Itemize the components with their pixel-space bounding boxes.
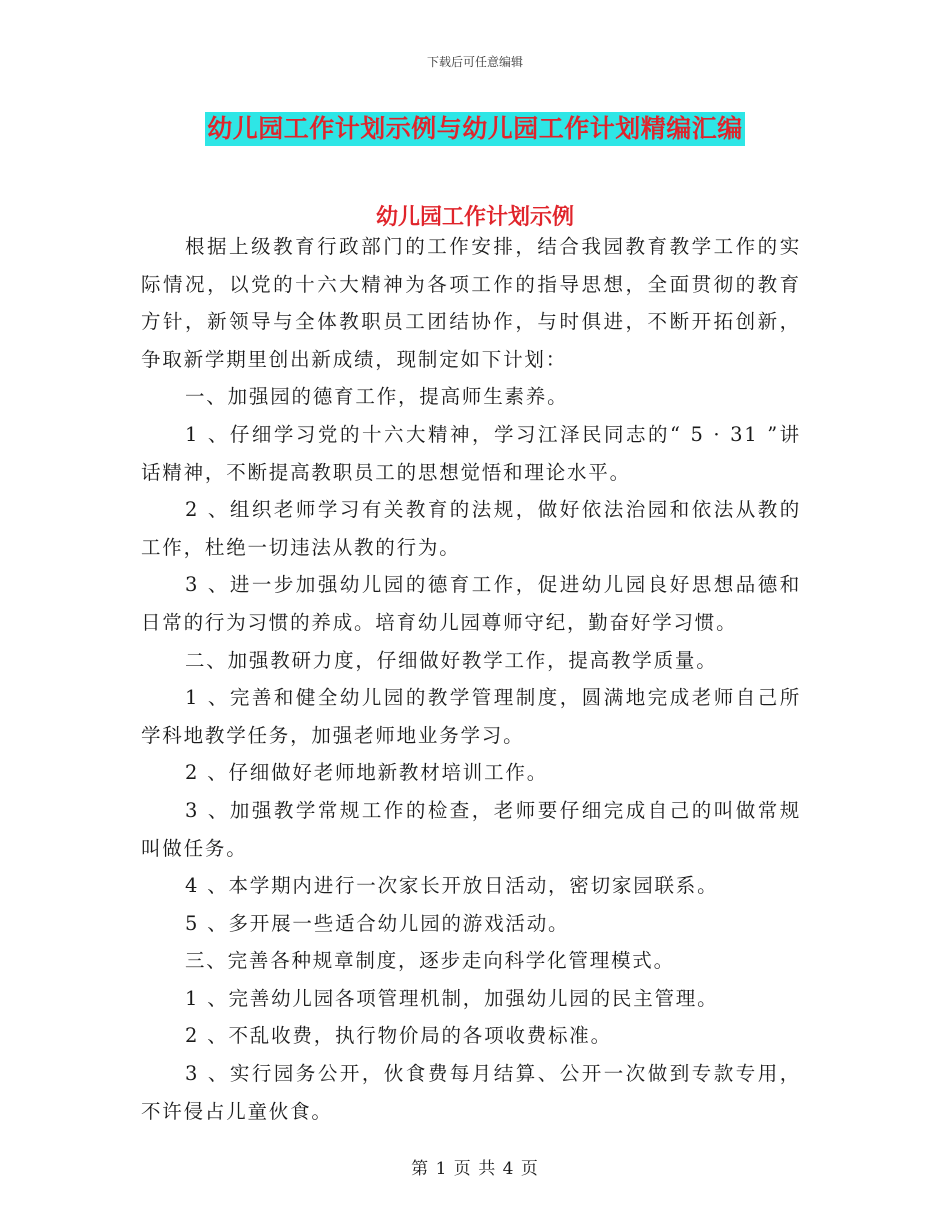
paragraph: 2 、不乱收费，执行物价局的各项收费标准。	[185, 1024, 612, 1048]
paragraph: 根据上级教育行政部门的工作安排，结合我园教育教学工作的实际情况，以党的十六大精神为各项工作的指导思想，全面贯彻的教育方针，新领导与全体教职员工团结协作，与时俱进，不断开拓创新，争取新学期里创出新成绩，现制定如下计划：	[141, 235, 801, 371]
paragraph: 1 、完善和健全幼儿园的教学管理制度，圆满地完成老师自己所学科地教学任务，加强老师地业务学习。	[141, 686, 801, 747]
paragraph: 2 、仔细做好老师地新教材培训工作。	[185, 761, 549, 785]
paragraph: 三、完善各种规章制度，逐步走向科学化管理模式。	[185, 949, 675, 973]
paragraph: 3 、加强教学常规工作的检查，老师要仔细完成自己的叫做常规叫做任务。	[141, 798, 801, 860]
main-title: 幼儿园工作计划示例与幼儿园工作计划精编汇编	[205, 112, 745, 146]
paragraph: 1 、完善幼儿园各项管理机制，加强幼儿园的民主管理。	[185, 986, 719, 1010]
page-number-footer: 第 1 页 共 4 页	[411, 1159, 539, 1179]
header-note: 下载后可任意编辑	[426, 55, 523, 69]
paragraph: 一、加强园的德育工作，提高师生素养。	[185, 385, 569, 409]
paragraph: 2 、组织老师学习有关教育的法规，做好依法治园和依法从教的工作，杜绝一切违法从教的行为。	[141, 498, 801, 559]
paragraph: 5 、多开展一些适合幼儿园的游戏活动。	[185, 911, 570, 935]
section-title: 幼儿园工作计划示例	[375, 205, 574, 230]
main-title-wrap	[0, 112, 950, 146]
paragraph: 4 、本学期内进行一次家长开放日活动，密切家园联系。	[185, 874, 719, 898]
paragraph: 1 、仔细学习党的十六大精神，学习江泽民同志的“ 5 · 31 ”讲话精神，不断提高教职员工的思想觉悟和理论水平。	[141, 422, 801, 484]
paragraph: 3 、实行园务公开，伙食费每月结算、公开一次做到专款专用，不许侵占儿童伙食。	[141, 1062, 801, 1123]
document-body	[141, 228, 801, 1130]
paragraph: 3 、进一步加强幼儿园的德育工作，促进幼儿园良好思想品德和日常的行为习惯的养成。培育幼儿园尊师守纪，勤奋好学习惯。	[141, 573, 801, 634]
paragraph: 二、加强教研力度，仔细做好教学工作，提高教学质量。	[185, 648, 718, 672]
